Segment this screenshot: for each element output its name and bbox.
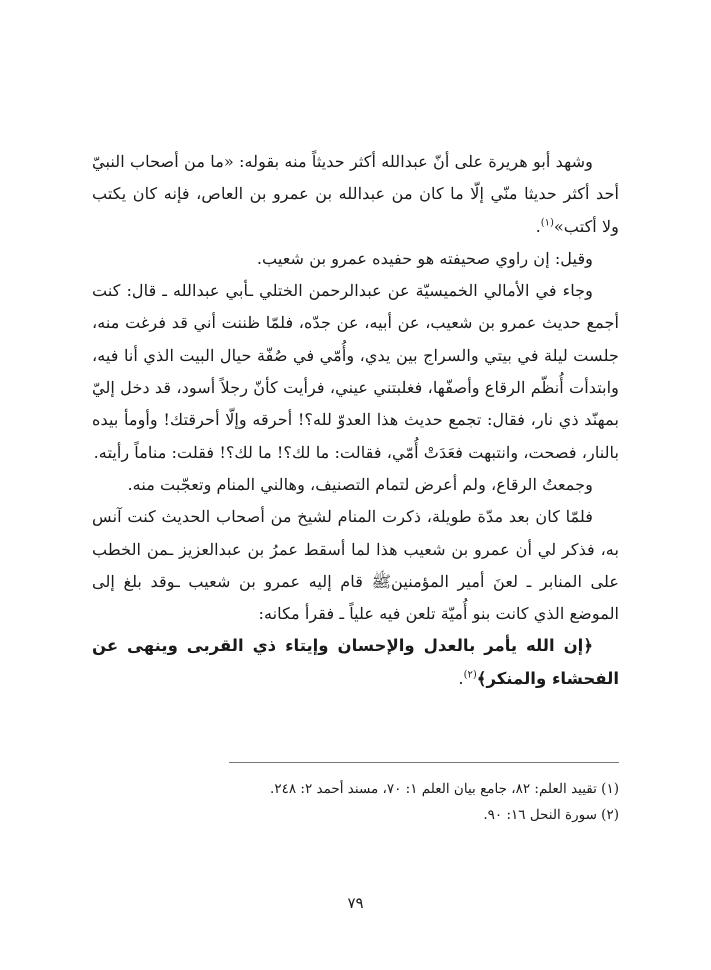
footnote-marker: (٢): [463, 669, 477, 681]
ayah-open-bracket: ﴿: [583, 636, 593, 656]
quran-verse: إن الله يأمر بالعدل والإحسان وإيتاء ذي القربى وينهى عن الفحشاء والمنكر: [92, 636, 619, 688]
body-text: [92, 146, 619, 695]
page-number: ٧٩: [347, 894, 364, 912]
paragraph-text: وجاء في الأمالي الخميسيّة عن عبدالرحمن الختلي ـأبي عبدالله ـ قال: كنت أجمع حديث عمرو بن شعيب، عن أبيه، عن جدّه، فلمّا ظننت أني قد فرغت منه، جلست ليلة في بيتي والسراج بين يدي، وأُمّي في صُفّة حيال البيت الذي أنا فيه، وابتدأت أُنظّم الرقاع وأصفّها، فغلبتني عيني، فرأيت كأنّ رجلاً أسود، قد دخل إليّ بمهنّد ذي نار، فقال: تجمع حديث هذا العدوّ لله؟! أحرقه وإلّا أحرقتك! وأومأ بيده بالنار، فصحت، وانتبهت فعَدَتْ أُمّي، فقالت: ما لك؟! ما لك؟! فقلت: مناماً رأيته.: [92, 281, 619, 462]
paragraph-text: وشهد أبو هريرة على أنّ عبدالله أكثر حديثاً منه بقوله: «ما من أصحاب النبيّ أحد أكثر حديثا منّي إلّا ما كان من عبدالله بن عمرو بن العاص، فإنه كان يكتب ولا أكتب»: [92, 152, 619, 236]
footnote-divider: [229, 762, 619, 763]
footnotes: [92, 776, 619, 828]
paragraph-abu-hurayra: [92, 146, 619, 243]
paragraph-punctuation: .: [535, 216, 541, 236]
footnote-2: (٢) سورة النحل ١٦: ٩٠.: [483, 807, 619, 823]
paragraph-text: وقيل: إن راوي صحيفته هو حفيده عمرو بن شعيب.: [256, 248, 593, 268]
quran-verse-paragraph: [92, 630, 619, 695]
paragraph-riqa: [92, 469, 619, 501]
footnote-marker: (١): [540, 217, 554, 229]
paragraph-punctuation: .: [458, 668, 464, 688]
paragraph-text: وجمعتُ الرقاع، ولم أعرض لتمام التصنيف، وهالني المنام وتعجّبت منه.: [127, 474, 593, 494]
paragraph-text: فلمّا كان بعد مدّة طويلة، ذكرت المنام لشيخ من أصحاب الحديث كنت آنس به، فذكر لي أن عمرو بن شعيب هذا لما أسقط عمرُ بن عبدالعزيز ـمن الخطب على المنابر ـ لعنَ أمير المؤمنينﷺ قام إليه عمرو بن شعيب ـوقد بلغ إلى الموضع الذي كانت بنو أُميّة تلعن فيه علياً ـ فقرأ مكانه:: [92, 507, 619, 624]
paragraph-dream-told: [92, 501, 619, 630]
paragraph-narrator: [92, 243, 619, 275]
paragraph-amali-story: [92, 275, 619, 469]
footnote-1: (١) تقييد العلم: ٨٢، جامع بيان العلم ١: ٧٠، مسند أحمد ٢: ٢٤٨.: [270, 781, 619, 797]
ayah-close-bracket: ﴾: [476, 668, 487, 688]
